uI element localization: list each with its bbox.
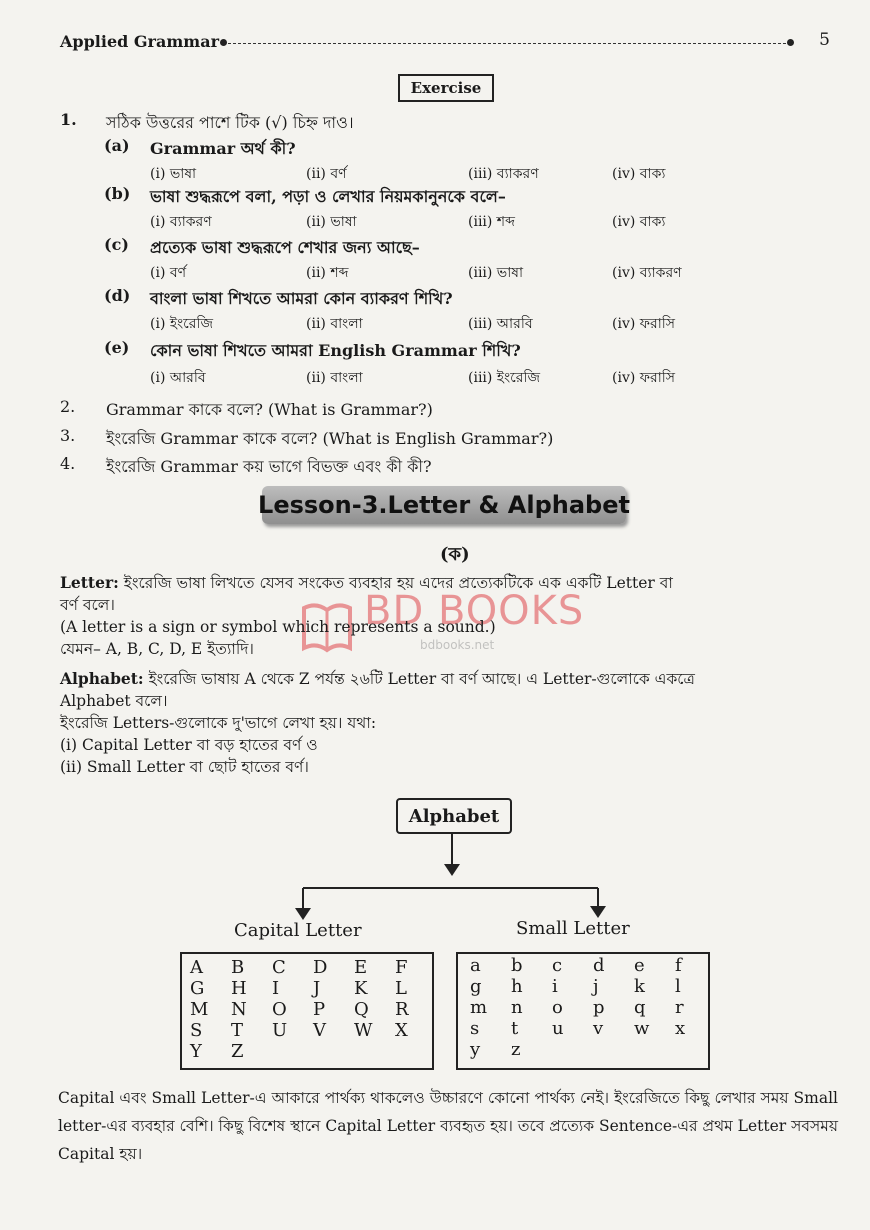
capital-letter-title: Capital Letter (234, 920, 362, 941)
option: (iii) ইংরেজি (468, 370, 540, 386)
letter-cell: Y (190, 1041, 202, 1062)
question-text: ইংরেজি Grammar কয় ভাগে বিভক্ত এবং কী কী? (106, 457, 432, 476)
letter-cell: a (470, 955, 481, 976)
letter-cell: T (231, 1020, 244, 1041)
letter-cell: Z (231, 1041, 244, 1062)
term-letter: Letter: (60, 573, 119, 592)
alphabet-root-box: Alphabet (396, 798, 512, 834)
letter-cell: j (593, 976, 599, 997)
option: (iv) বাক্য (612, 166, 666, 182)
letter-cell: z (511, 1039, 521, 1060)
option: (i) ইংরেজি (150, 316, 214, 332)
option: (iv) ফরাসি (612, 316, 676, 332)
option: (iii) আরবি (468, 316, 533, 332)
letter-cell: c (552, 955, 563, 976)
watermark-url: bdbooks.net (420, 638, 495, 652)
question-number: 3. (60, 426, 76, 445)
option: (iii) ব্যাকরণ (468, 166, 539, 182)
letter-cell: q (634, 997, 646, 1018)
small-letter-title: Small Letter (516, 918, 630, 939)
option: (iv) বাক্য (612, 214, 666, 230)
sub-label: (a) (104, 136, 130, 155)
option: (i) ভাষা (150, 166, 197, 182)
alphabet-def-line-3: ইংরেজি Letters-গুলোকে দু'ভাগে লেখা হয়। যথা: (60, 714, 377, 732)
letter-cell: v (593, 1018, 604, 1039)
option: (i) বর্ণ (150, 265, 187, 281)
letter-def-line-4: যেমন– A, B, C, D, E ইত্যাদি। (60, 640, 254, 658)
letter-cell: F (395, 957, 408, 978)
letter-cell: M (190, 999, 209, 1020)
question-number: 1. (60, 110, 77, 129)
letter-cell: E (354, 957, 368, 978)
letter-cell: D (313, 957, 328, 978)
letter-cell: A (190, 957, 203, 978)
option: (ii) বর্ণ (306, 166, 347, 182)
option: (ii) শব্দ (306, 265, 349, 281)
alphabet-def-line-4: (i) Capital Letter বা বড় হাতের বর্ণ ও (60, 736, 318, 754)
letter-cell: o (552, 997, 563, 1018)
letter-cell: k (634, 976, 645, 997)
letter-cell: B (231, 957, 245, 978)
letter-cell: m (470, 997, 488, 1018)
letter-cell: d (593, 955, 605, 976)
letter-cell: O (272, 999, 287, 1020)
watermark-text: BD BOOKS (364, 588, 585, 634)
letter-cell: R (395, 999, 409, 1020)
letter-cell: t (511, 1018, 519, 1039)
letter-def-line-1: ইংরেজি ভাষা লিখতে যেসব সংকেত ব্যবহার হয় এদের প্রত্যেকটিকে এক একটি Letter বা (118, 574, 673, 592)
letter-cell: P (313, 999, 326, 1020)
alphabet-def-line-2: Alphabet বলে। (60, 692, 168, 710)
sub-text: ভাষা শুদ্ধরূপে বলা, পড়া ও লেখার নিয়মকানুনকে বলে– (150, 187, 506, 206)
letter-cell: w (634, 1018, 650, 1039)
sub-label: (d) (104, 286, 131, 305)
letter-cell: U (272, 1020, 288, 1041)
sub-label: (e) (104, 338, 130, 357)
question-text: Grammar কাকে বলে? (What is Grammar?) (106, 400, 433, 419)
letter-cell: n (511, 997, 523, 1018)
letter-cell: b (511, 955, 523, 976)
letter-cell: W (354, 1020, 373, 1041)
exercise-heading: Exercise (398, 74, 494, 102)
letter-cell: J (313, 978, 321, 999)
letter-cell: p (593, 997, 605, 1018)
letter-cell: I (272, 978, 280, 999)
option: (ii) বাংলা (306, 370, 363, 386)
option: (i) ব্যাকরণ (150, 214, 212, 230)
lesson-subtitle: (ক) (440, 544, 470, 565)
letter-cell: S (190, 1020, 203, 1041)
letter-cell: r (675, 997, 684, 1018)
letter-cell: G (190, 978, 205, 999)
option: (ii) বাংলা (306, 316, 363, 332)
sub-label: (c) (104, 235, 129, 254)
letter-cell: f (675, 955, 682, 976)
letter-cell: u (552, 1018, 564, 1039)
page-number: 5 (819, 30, 830, 50)
running-title: Applied Grammar (60, 32, 219, 51)
option: (i) আরবি (150, 370, 206, 386)
letter-cell: i (552, 976, 558, 997)
letter-cell: V (313, 1020, 326, 1041)
option: (iii) শব্দ (468, 214, 515, 230)
question-number: 4. (60, 454, 76, 473)
question-number: 2. (60, 397, 76, 416)
letter-cell: X (395, 1020, 408, 1041)
letter-cell: Q (354, 999, 369, 1020)
question-text: ইংরেজি Grammar কাকে বলে? (What is English Grammar?) (106, 429, 554, 448)
letter-cell: g (470, 976, 482, 997)
letter-cell: H (231, 978, 247, 999)
letter-cell: N (231, 999, 247, 1020)
sub-text: প্রত্যেক ভাষা শুদ্ধরূপে শেখার জন্য আছে– (150, 238, 420, 257)
option: (iii) ভাষা (468, 265, 524, 281)
letter-cell: y (470, 1039, 481, 1060)
option: (iv) ফরাসি (612, 370, 676, 386)
alphabet-def-line-1: ইংরেজি ভাষায় A থেকে Z পর্যন্ত ২৬টি Letter বা বর্ণ আছে। এ Letter-গুলোকে একত্রে (143, 670, 695, 688)
lesson-banner: Lesson-3.Letter & Alphabet (262, 486, 626, 524)
letter-def-line-3: (A letter is a sign or symbol which represents a sound.) (60, 618, 496, 636)
closing-paragraph: Capital এবং Small Letter-এ আকারে পার্থক্য থাকলেও উচ্চারণে কোনো পার্থক্য নেই। ইংরেজিতে কিছু লেখার সময় Small letter-এর ব্যবহার বেশি। কিছু বিশেষ স্থানে Capital Letter ব্যবহৃত হয়। তবে প্রত্যেক Sentence-এর প্রথম Letter সবসময় Capital হয়। (58, 1089, 838, 1163)
sub-text: Grammar অর্থ কী? (150, 139, 296, 158)
question-text: সঠিক উত্তরের পাশে টিক (√) চিহ্ন দাও। (106, 113, 354, 132)
letter-cell: h (511, 976, 523, 997)
letter-cell: C (272, 957, 286, 978)
letter-cell: s (470, 1018, 480, 1039)
letter-cell: l (675, 976, 681, 997)
sub-label: (b) (104, 184, 131, 203)
term-alphabet: Alphabet: (60, 669, 144, 688)
sub-text: বাংলা ভাষা শিখতে আমরা কোন ব্যাকরণ শিখি? (150, 289, 453, 308)
sub-text: কোন ভাষা শিখতে আমরা English Grammar শিখি? (150, 341, 521, 360)
letter-cell: K (354, 978, 368, 999)
alphabet-def-line-5: (ii) Small Letter বা ছোট হাতের বর্ণ। (60, 758, 309, 776)
letter-cell: x (675, 1018, 686, 1039)
option: (iv) ব্যাকরণ (612, 265, 682, 281)
letter-def-line-2: বর্ণ বলে। (60, 596, 115, 614)
letter-cell: L (395, 978, 407, 999)
option: (ii) ভাষা (306, 214, 357, 230)
letter-cell: e (634, 955, 645, 976)
